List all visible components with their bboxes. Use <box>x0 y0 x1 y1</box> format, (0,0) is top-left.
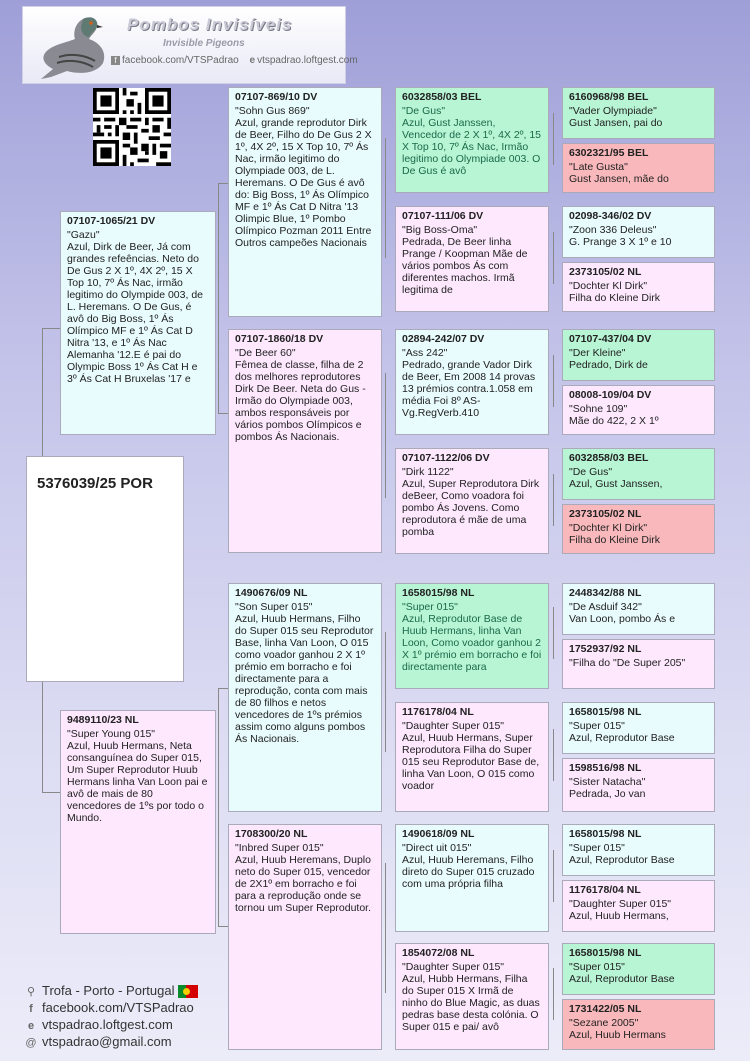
ring-number: 1658015/98 NL <box>402 587 475 599</box>
pedigree-card-gen4[interactable] <box>562 143 715 193</box>
main-bird-ring: 5376039/25 POR <box>37 475 153 492</box>
bird-description: "Super 015" Azul, Reprodutor Base de Huub Hermans, linha Van Loon, Como voador ganhou 2 X 1º prémio em borracho e foi directamente para <box>402 601 542 673</box>
connector-line <box>553 232 554 284</box>
bird-description: "Sohn Gus 869" Azul, grande reprodutor Dirk de Beer, Filho do De Gus 2 X 1º, 4X 2º, 15 X Top 10, 7º Ás Nac, irmão legitimo do Olympiade 003, de L. Heremans. O De Gus é avô do: Big Boss, 1º Ás Olímpico MF e 1º Ás Cat D Nitra '13 Olimpic Blue, 1º Pombo Olímpico Pozman 2011 Entre Outros campeões Nacionais <box>235 105 372 249</box>
connector-line <box>218 926 228 927</box>
connector-line <box>42 792 60 793</box>
pedigree-card-gen4[interactable] <box>562 999 715 1050</box>
bird-description: "Daughter Super 015" Azul, Huub Hermans, <box>569 898 672 922</box>
bird-description: "De Gus" Azul, Gust Janssen, <box>569 466 663 490</box>
pedigree-card-gen4[interactable] <box>562 583 715 635</box>
ring-number: 07107-1122/06 DV <box>402 452 490 464</box>
ring-number: 1731422/05 NL <box>569 1003 642 1015</box>
connector-line <box>385 632 386 752</box>
ring-number: 07107-111/06 DV <box>402 210 484 222</box>
ring-number: 1854072/08 NL <box>402 947 475 959</box>
bird-description: "Daughter Super 015" Azul, Hubb Hermans, Filha do Super 015 X Irmã de ninho do Blue Magic, as duas pedras base desta colónia. O Super 015 e pai/ avô <box>402 961 540 1033</box>
ring-number: 1176178/04 NL <box>569 884 641 896</box>
email-at-icon: @ <box>25 1037 37 1049</box>
pedigree-card-gen4[interactable] <box>562 639 715 689</box>
connector-line <box>385 373 386 498</box>
bird-description: "Vader Olympiade" Gust Jansen, pai do <box>569 105 663 129</box>
bird-description: "Big Boss-Oma" Pedrada, De Beer linha Prange / Koopman Mãe de vários pombos Ás com diferentes machos. Irmã legitima de <box>402 224 528 296</box>
site-link[interactable]: vtspadrao.loftgest.com <box>42 1017 173 1032</box>
ring-number: 1490618/09 NL <box>402 828 475 840</box>
portugal-flag-icon <box>178 985 198 998</box>
ring-number: 07107-1860/18 DV <box>235 333 324 345</box>
connector-line <box>218 183 228 184</box>
ring-number: 1176178/04 NL <box>402 706 474 718</box>
contact-info <box>24 983 198 1051</box>
connector-line <box>553 113 554 165</box>
connector-line <box>385 863 386 993</box>
contact-facebook[interactable] <box>24 1000 198 1017</box>
pedigree-card-dam[interactable] <box>60 710 216 934</box>
location-text: Trofa - Porto - Portugal <box>42 983 175 998</box>
site-icon: e <box>249 55 256 66</box>
header-facebook[interactable]: facebook.com/VTSPadrao <box>122 55 239 66</box>
bird-description: "Dochter Kl Dirk" Filha do Kleine Dirk <box>569 522 661 546</box>
email-link[interactable]: vtspadrao@gmail.com <box>42 1034 172 1049</box>
connector-line <box>218 688 219 926</box>
ring-number: 2373105/02 NL <box>569 508 642 520</box>
pedigree-card-gen4[interactable] <box>562 206 715 258</box>
pedigree-card-gen3[interactable] <box>395 824 549 932</box>
ring-number: 02098-346/02 DV <box>569 210 652 222</box>
pedigree-card-gen4[interactable] <box>562 880 715 932</box>
ring-number: 1752937/92 NL <box>569 643 642 655</box>
pedigree-card-gen3[interactable] <box>395 702 549 812</box>
pedigree-card-gen4[interactable] <box>562 385 715 435</box>
pedigree-card-sire[interactable] <box>60 211 216 435</box>
bird-description: "Sister Natacha" Pedrada, Jo van <box>569 776 646 800</box>
connector-line <box>42 328 60 329</box>
bird-description: "Super 015" Azul, Reprodutor Base <box>569 720 675 744</box>
pedigree-card-gen2[interactable] <box>228 329 382 553</box>
bird-description: "Son Super 015" Azul, Huub Hermans, Filho do Super 015 seu Reprodutor Base, linha Van Loon, O 015 como voador ganhou 2 X 1º prémio em borracho e foi directamente para a reprodução, conta com mais de 80 filhos e netos vencedores de 1ºs prémios assim como alguns pombos Ás Nacionais. <box>235 601 374 745</box>
facebook-icon: f <box>29 1003 33 1015</box>
site-icon: e <box>27 1020 35 1032</box>
pedigree-card-gen4[interactable] <box>562 87 715 139</box>
bird-description: "Der Kleine" Pedrado, Dirk de <box>569 347 648 371</box>
connector-line <box>42 682 43 792</box>
bird-description: "Zoon 336 Deleus" G. Prange 3 X 1º e 10 <box>569 224 672 248</box>
header-logo <box>22 6 358 84</box>
ring-number: 1658015/98 NL <box>569 947 642 959</box>
header-links <box>111 55 358 66</box>
connector-line <box>553 850 554 902</box>
ring-number: 6302321/95 BEL <box>569 147 649 159</box>
ring-number: 08008-109/04 DV <box>569 389 652 401</box>
header-site[interactable]: vtspadrao.loftgest.com <box>257 55 358 66</box>
connector-line <box>553 968 554 1020</box>
bird-description: "De Gus" Azul, Gust Janssen, Vencedor de 2 X 1º, 4X 2º, 15 X Top 10, 7º Ás Nac, Irmão legitimo do Olympiade 003. O De Gus é avô <box>402 105 542 177</box>
connector-line <box>218 183 219 413</box>
ring-number: 1598516/98 NL <box>569 762 642 774</box>
bird-description: "De Beer 60" Fêmea de classe, filha de 2 dos melhores reprodutores Dirk De Beer. Neta do Gus - Irmão do Olympiade 003, ambos responsáveis por vários pombos Olímpicos e pombos Ás Nacionais. <box>235 347 366 443</box>
qr-code[interactable] <box>93 88 171 166</box>
header-title: Pombos Invisíveis <box>127 15 293 34</box>
bird-description: "Late Gusta" Gust Jansen, mãe do <box>569 161 669 185</box>
connector-line <box>553 474 554 526</box>
bird-description: "Sohne 109" Mãe do 422, 2 X 1º <box>569 403 659 427</box>
contact-email[interactable] <box>24 1034 198 1051</box>
ring-number: 2448342/88 NL <box>569 587 642 599</box>
pedigree-card-gen3[interactable] <box>395 206 549 312</box>
pedigree-card-gen3[interactable] <box>395 329 549 435</box>
ring-number: 07107-437/04 DV <box>569 333 652 345</box>
connector-line <box>218 688 228 689</box>
ring-number: 1658015/98 NL <box>569 706 642 718</box>
connector-line <box>553 607 554 659</box>
bird-description: "Filha do "De Super 205" <box>569 657 686 669</box>
connector-line <box>385 138 386 258</box>
ring-number: 2373105/02 NL <box>569 266 642 278</box>
bird-description: "Gazu" Azul, Dirk de Beer, Já com grandes refeências. Neto do De Gus 2 X 1º, 4X 2º, 15 X Top 10, 7º Ás Nac, irmão legitimo do Olympide 003, de L. Heremans. O De Gus, é avô do Big Boss, 1º Ás Olímpico MF e 1º Ás Cat D Nitra '13, e 1º Ás Nac Alemanha '12.E é pai do Olympic Boss 1º Ás Cat H e 3º Ás Cat H Bruxelas '17 e <box>67 229 203 385</box>
ring-number: 07107-869/10 DV <box>235 91 318 103</box>
facebook-icon: f <box>111 56 120 65</box>
ring-number: 02894-242/07 DV <box>402 333 485 345</box>
bird-description: "Dochter Kl Dirk" Filha do Kleine Dirk <box>569 280 661 304</box>
bird-description: "Sezane 2005" Azul, Huub Hermans <box>569 1017 666 1041</box>
main-bird-card[interactable] <box>26 456 184 682</box>
bird-description: "Inbred Super 015" Azul, Huub Heremans, Duplo neto do Super 015, vencedor de 2X1º em borracho e foi para a reprodução onde se tornou um Super Reprodutor. <box>235 842 371 914</box>
ring-number: 1658015/98 NL <box>569 828 642 840</box>
contact-site[interactable] <box>24 1017 198 1034</box>
bird-description: "Direct uit 015" Azul, Huub Heremans, Filho direto do Super 015 cruzado com uma própria filha <box>402 842 535 890</box>
bird-description: "Super 015" Azul, Reprodutor Base <box>569 961 675 985</box>
connector-line <box>42 328 43 456</box>
ring-number: 9489110/23 NL <box>67 714 139 726</box>
pedigree-card-gen2[interactable] <box>228 824 382 1050</box>
pedigree-card-gen2[interactable] <box>228 87 382 317</box>
ring-number: 1490676/09 NL <box>235 587 308 599</box>
pedigree-card-gen4[interactable] <box>562 824 715 876</box>
bird-description: "Daughter Super 015" Azul, Huub Hermans, Super Reprodutora Filha do Super 015 seu Reprodutor Base de, linha Van Loon, O 015 como voador <box>402 720 540 792</box>
bird-description: "Ass 242" Pedrado, grande Vador Dirk de Beer, Em 2008 14 provas 13 prémios contra.1.058 em média Foi 8º AS-Vg.RegVerb.410 <box>402 347 536 419</box>
ring-number: 6160968/98 BEL <box>569 91 649 103</box>
pedigree-card-gen3[interactable] <box>395 448 549 554</box>
facebook-link[interactable]: facebook.com/VTSPadrao <box>42 1000 194 1015</box>
pedigree-card-gen3[interactable] <box>395 87 549 193</box>
ring-number: 1708300/20 NL <box>235 828 308 840</box>
ring-number: 07107-1065/21 DV <box>67 215 156 227</box>
pedigree-card-gen4[interactable] <box>562 702 715 754</box>
pedigree-card-gen4[interactable] <box>562 504 715 554</box>
connector-line <box>218 413 228 414</box>
location-pin-icon: ⚲ <box>26 986 36 998</box>
connector-line <box>553 355 554 407</box>
pedigree-card-gen4[interactable] <box>562 448 715 500</box>
ring-number: 6032858/03 BEL <box>569 452 649 464</box>
bird-description: "Dirk 1122" Azul, Super Reprodutora Dirk deBeer, Como voadora foi pombo Ás Jovens. Como reprodutora é mãe de uma pomba <box>402 466 540 538</box>
pedigree-card-gen4[interactable] <box>562 329 715 381</box>
ring-number: 6032858/03 BEL <box>402 91 482 103</box>
pedigree-card-gen4[interactable] <box>562 262 715 312</box>
contact-location <box>24 983 198 1000</box>
pedigree-card-gen4[interactable] <box>562 943 715 995</box>
pedigree-card-gen3[interactable] <box>395 583 549 689</box>
bird-description: "De Asduif 342" Van Loon, pombo Ás e <box>569 601 676 625</box>
pedigree-card-gen3[interactable] <box>395 943 549 1050</box>
bird-description: "Super Young 015" Azul, Huub Hermans, Neta consanguínea do Super 015, Um Super Reprodutor Huub Hermans linha Van Loon pai e avô de mais de 80 vencedores de 1ºs por todo o Mundo. <box>67 728 208 824</box>
connector-line <box>553 729 554 781</box>
pedigree-card-gen2[interactable] <box>228 583 382 812</box>
pedigree-card-gen4[interactable] <box>562 758 715 812</box>
pigeon-icon <box>31 9 111 83</box>
header-subtitle: Invisible Pigeons <box>163 38 245 49</box>
bird-description: "Super 015" Azul, Reprodutor Base <box>569 842 675 866</box>
